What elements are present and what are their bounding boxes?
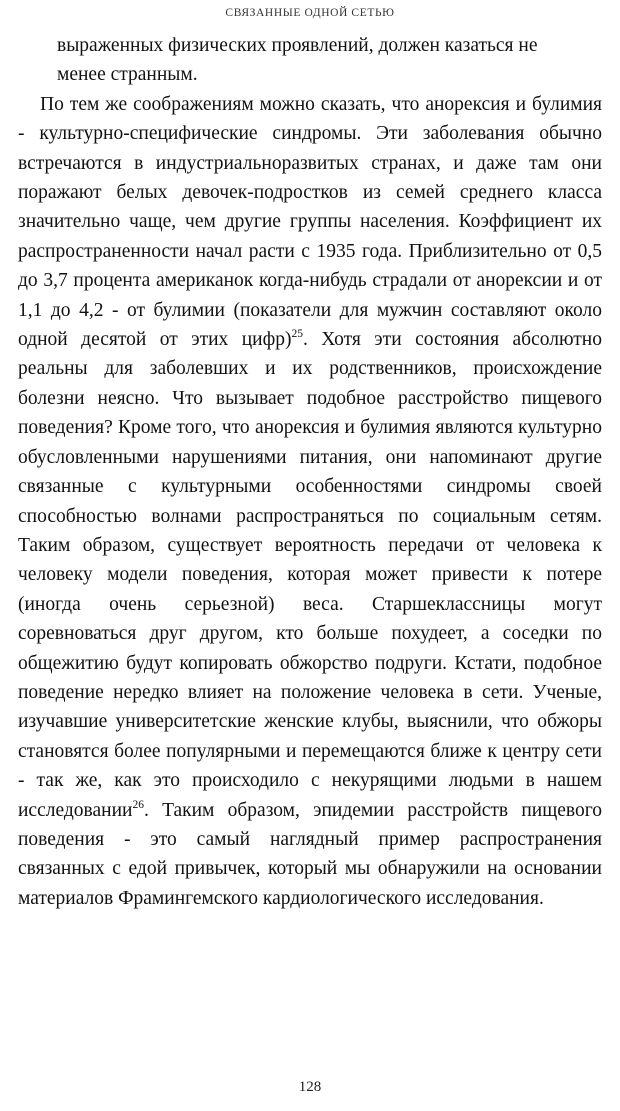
running-header: СВЯЗАННЫЕ ОДНОЙ СЕТЬЮ — [225, 7, 395, 19]
quote-line-2: менее странным. — [57, 64, 198, 86]
paragraph-text-1: По тем же соображениям можно сказать, что анорексия и булимия - культурно-специфические синдромы. Эти заболевания обычно встречаются в индустриальноразвитых странах, и даже там они поражают белых девочек-подростков из семей среднего класса значительно чаще, чем другие группы населения. Коэффициент их распространенности начал расти с 1935 года. Приблизительно от 0,5 до 3,7 процента американок когда-нибудь страдали от анорексии и от 1,1 до 4,2 - от булимии (показатели для мужчин составляют около одной десятой от этих цифр) — [18, 93, 602, 351]
footnote-ref-25[interactable]: 25 — [291, 328, 303, 341]
paragraph-text-2: . Хотя эти состояния абсолютно реальны для заболевших и их родственников, происхождение болезни неясно. Что вызывает подобное расстройство пищевого поведения? Кроме того, что анорексия и булимия являются культурно обусловленными нарушениями питания, они напоминают другие связанные с культурными особенностями синдромы своей способностью волнами распространяться по социальным сетям. Таким образом, существует вероятность передачи от человека к человеку модели поведения, которая может привести к потере (иногда очень серьезной) веса. Старшеклассницы могут соревноваться друг другом, кто больше похудеет, а соседки по общежитию будут копировать обжорство подруги. Кстати, подобное поведение нередко влияет на положение человека в сети. Ученые, изучавшие университетские женские клубы, выяснили, что обжоры становятся более популярными и перемещаются ближе к центру сети - так же, как это происходило с некурящими людьми в нашем исследовании — [18, 329, 602, 821]
quote-continuation — [18, 31, 602, 90]
quote-line-1: выраженных физических проявлений, должен казаться не — [57, 35, 538, 56]
page-number: 128 — [298, 1079, 322, 1095]
body-paragraph — [18, 90, 602, 913]
footnote-ref-26[interactable]: 26 — [132, 798, 144, 811]
paragraph-text-3: . Таким образом, эпидемии расстройств пищевого поведения - это самый наглядный пример распространения связанных с едой привычек, который мы обнаружили на основании материалов Фрамингемского кардиологического исследования. — [18, 799, 602, 909]
page-body — [18, 31, 602, 913]
